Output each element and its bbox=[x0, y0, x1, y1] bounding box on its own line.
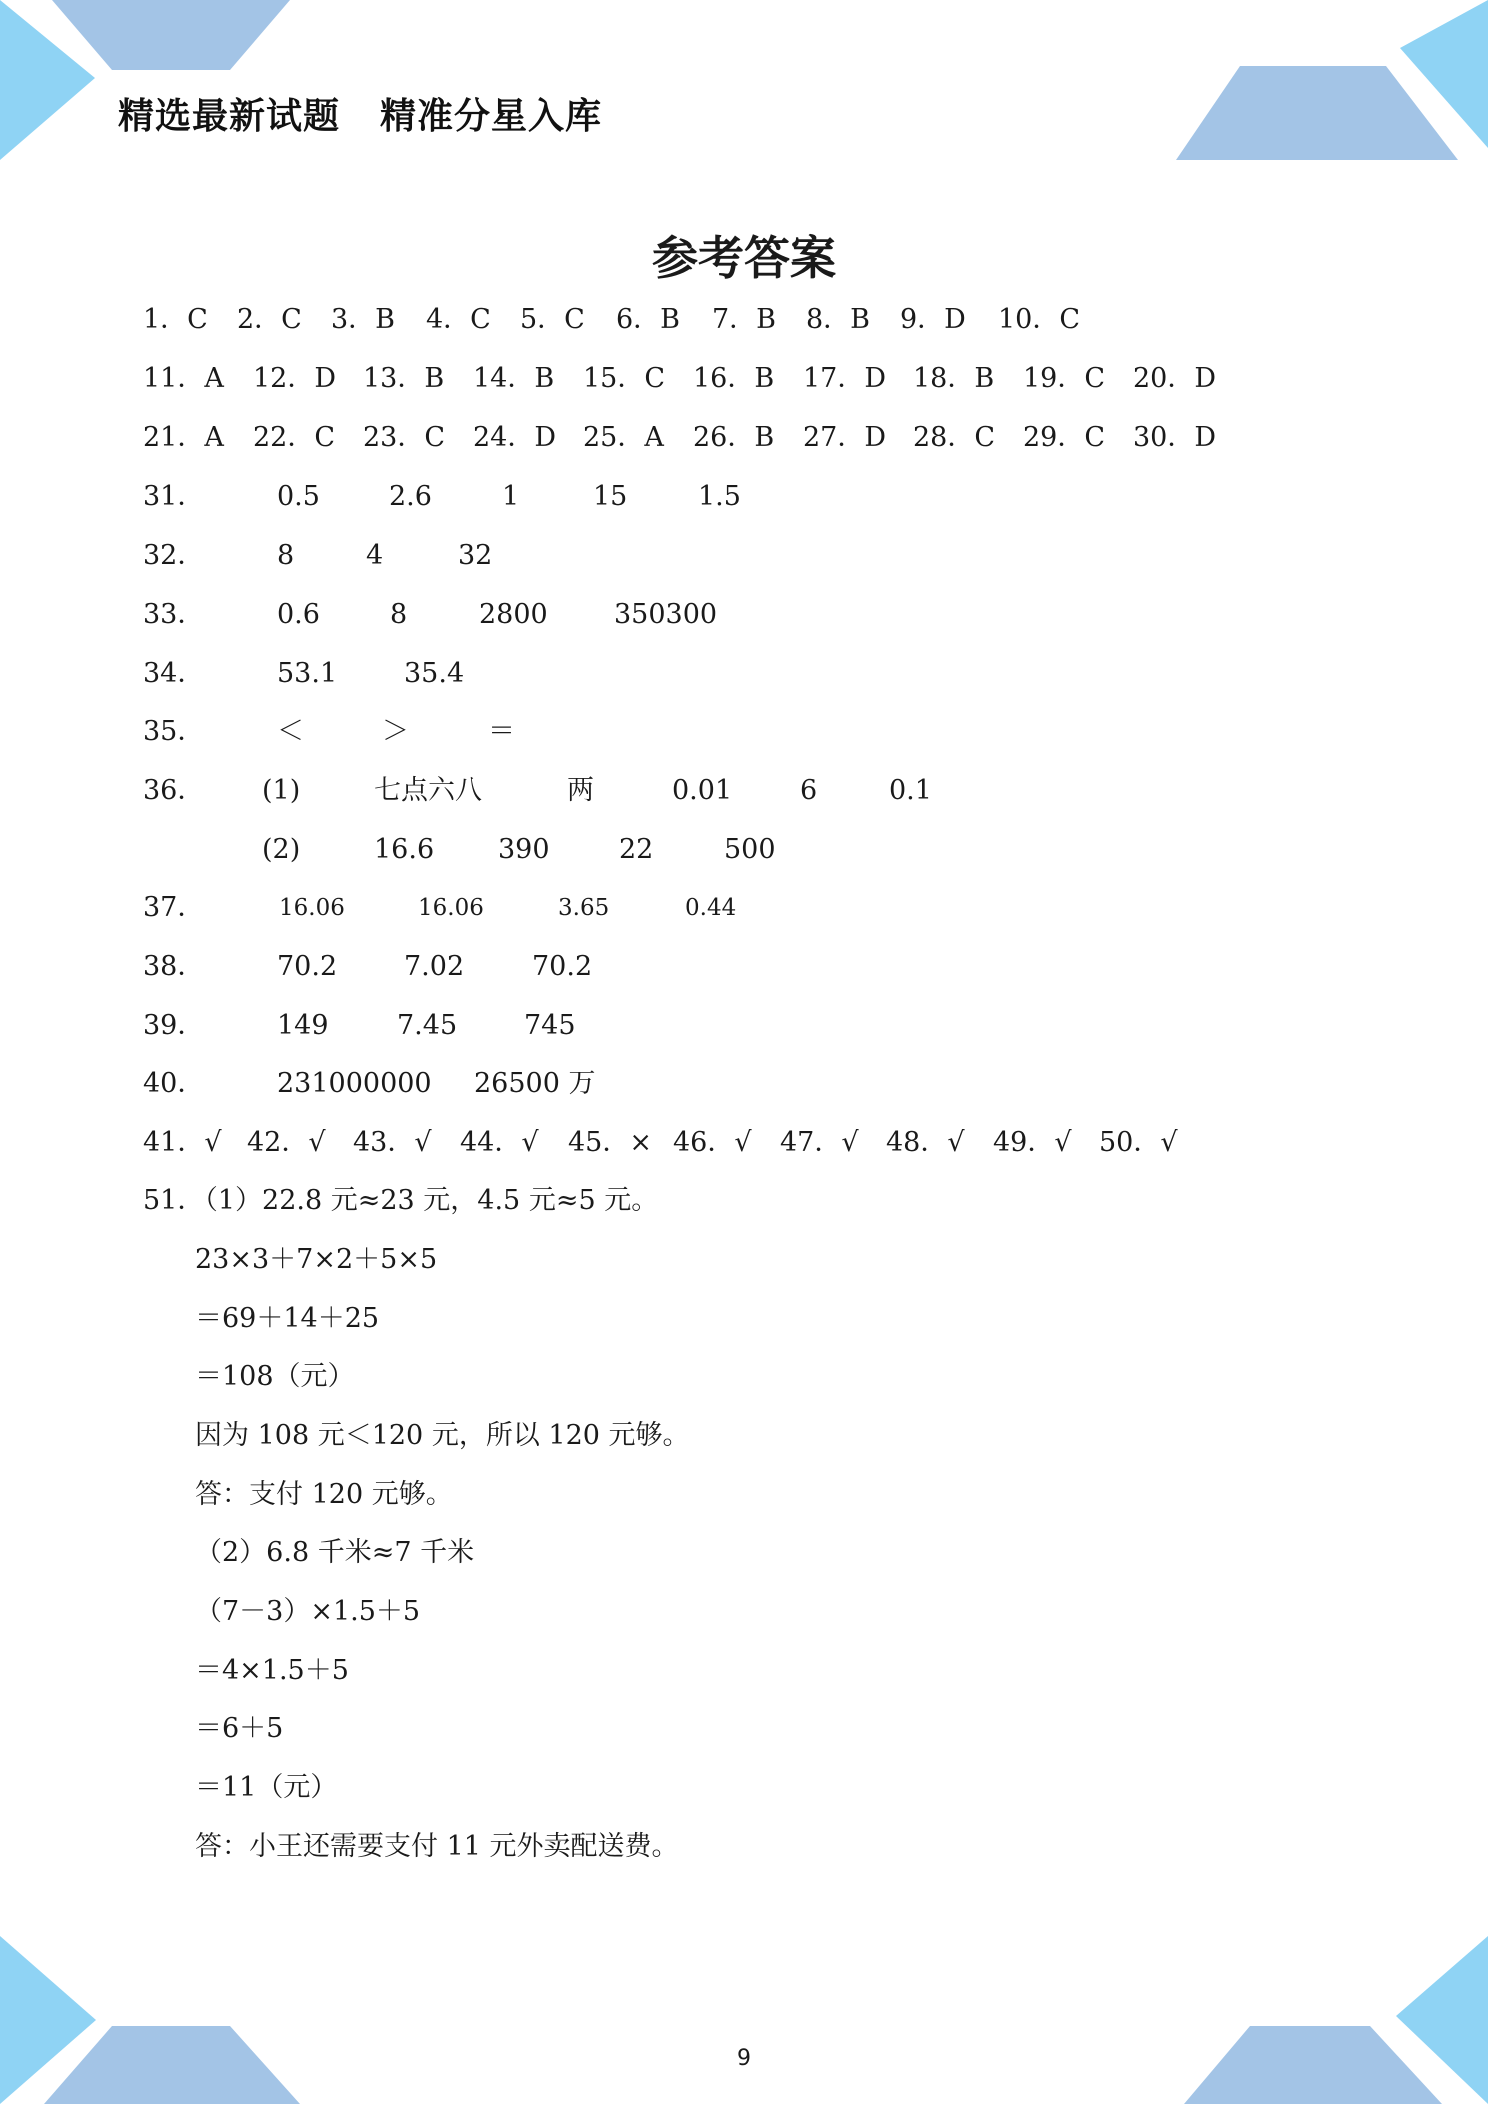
answer-value: 7.02 bbox=[404, 951, 465, 982]
answer-value: 1 bbox=[502, 481, 520, 512]
answer-value: 两 bbox=[567, 775, 594, 806]
answer-item: 1．C bbox=[143, 304, 208, 335]
header-left-text: 精选最新试题 bbox=[118, 96, 341, 137]
answer-item: 49．√ bbox=[993, 1127, 1072, 1158]
answer-item: 48．√ bbox=[886, 1127, 965, 1158]
question-number: 40． bbox=[143, 1068, 205, 1099]
answer-value: 350300 bbox=[614, 599, 718, 630]
answer-item: 26．B bbox=[693, 422, 775, 453]
answer-item: 4．C bbox=[426, 304, 491, 335]
answer-value: 0.6 bbox=[277, 599, 320, 630]
answer-value: 4 bbox=[366, 540, 384, 571]
answer-item: 15．C bbox=[583, 363, 666, 394]
answer-item: 21．A bbox=[143, 422, 224, 453]
answer-item: 13．B bbox=[363, 363, 445, 394]
answer-item: 7．B bbox=[712, 304, 777, 335]
answer-value: 2.6 bbox=[389, 481, 432, 512]
answer-value: 231000000 bbox=[277, 1068, 432, 1099]
answer-item: 20．D bbox=[1133, 363, 1217, 394]
answer-item: 14．B bbox=[473, 363, 555, 394]
answer-item: 16．B bbox=[693, 363, 775, 394]
answer-item: 2．C bbox=[237, 304, 302, 335]
solution-line: ＝4×1.5＋5 bbox=[195, 1655, 349, 1686]
page-number: 9 bbox=[737, 2046, 751, 2071]
answer-value: 16.6 bbox=[374, 834, 435, 865]
answer-value: ＞ bbox=[382, 716, 409, 747]
solution-line: ＝69＋14＋25 bbox=[195, 1303, 380, 1334]
page-header bbox=[118, 88, 602, 139]
sub-part-label: (1) bbox=[262, 775, 301, 806]
solution-line: 答：小王还需要支付 11 元外卖配送费。 bbox=[195, 1831, 679, 1862]
answer-value: 15 bbox=[593, 481, 628, 512]
solution-line: （2）6.8 千米≈7 千米 bbox=[195, 1537, 475, 1568]
question-number: 31． bbox=[143, 481, 205, 512]
top-right-trapezoid bbox=[1176, 66, 1458, 160]
answer-item: 19．C bbox=[1023, 363, 1106, 394]
question-number: 36． bbox=[143, 775, 205, 806]
answer-item: 12．D bbox=[253, 363, 337, 394]
answer-item: 27．D bbox=[803, 422, 887, 453]
question-number: 35． bbox=[143, 716, 205, 747]
answer-value: 8 bbox=[390, 599, 408, 630]
answer-item: 9．D bbox=[900, 304, 966, 335]
top-left-trapezoid bbox=[52, 0, 290, 70]
answer-value: 32 bbox=[458, 540, 493, 571]
answer-item: 24．D bbox=[473, 422, 557, 453]
answer-item: 50．√ bbox=[1099, 1127, 1178, 1158]
question-number: 37． bbox=[143, 892, 205, 923]
answer-value: 745 bbox=[524, 1010, 576, 1041]
answer-value: 53.1 bbox=[277, 658, 338, 689]
answer-item: 42．√ bbox=[247, 1127, 326, 1158]
answer-item: 11．A bbox=[143, 363, 224, 394]
question-number: 33． bbox=[143, 599, 205, 630]
solution-line: 23×3＋7×2＋5×5 bbox=[195, 1244, 438, 1275]
answer-value: ＝ bbox=[488, 716, 515, 747]
answer-item: 23．C bbox=[363, 422, 446, 453]
answer-item: 30．D bbox=[1133, 422, 1217, 453]
answer-value: 149 bbox=[277, 1010, 329, 1041]
answer-value: 7.45 bbox=[397, 1010, 458, 1041]
answer-item: 46．√ bbox=[673, 1127, 752, 1158]
answer-item: 25．A bbox=[583, 422, 664, 453]
answer-value: ＜ bbox=[277, 716, 304, 747]
answer-value: 35.4 bbox=[404, 658, 465, 689]
solution-line: ＝6＋5 bbox=[195, 1713, 284, 1744]
answer-item: 22．C bbox=[253, 422, 336, 453]
answer-value: 500 bbox=[724, 834, 776, 865]
answer-value: 390 bbox=[498, 834, 550, 865]
answer-value: 0.44 bbox=[685, 895, 737, 921]
answer-item: 41．√ bbox=[143, 1127, 222, 1158]
answer-value: 0.1 bbox=[889, 775, 932, 806]
answer-item: 44．√ bbox=[460, 1127, 539, 1158]
answer-item: 28．C bbox=[913, 422, 996, 453]
question-number: 39． bbox=[143, 1010, 205, 1041]
answer-item: 45．× bbox=[568, 1127, 652, 1158]
answer-item: 17．D bbox=[803, 363, 887, 394]
answer-value: 26500 万 bbox=[474, 1068, 596, 1099]
solution-line: （7－3）×1.5＋5 bbox=[195, 1596, 421, 1627]
answer-value: 16.06 bbox=[418, 895, 484, 921]
answer-item: 47．√ bbox=[780, 1127, 859, 1158]
question-number: 38． bbox=[143, 951, 205, 982]
answer-item: 18．B bbox=[913, 363, 995, 394]
header-right-text: 精准分星入库 bbox=[380, 96, 603, 137]
answer-value: 七点六八 bbox=[374, 775, 482, 806]
solution-line: 51．（1）22.8 元≈23 元，4.5 元≈5 元。 bbox=[143, 1185, 659, 1216]
answer-value: 6 bbox=[800, 775, 818, 806]
solution-line: ＝108（元） bbox=[195, 1361, 355, 1392]
solution-line: 因为 108 元＜120 元，所以 120 元够。 bbox=[195, 1420, 690, 1451]
solution-line: 答：支付 120 元够。 bbox=[195, 1479, 453, 1510]
answer-item: 10．C bbox=[998, 304, 1081, 335]
answer-item: 8．B bbox=[806, 304, 871, 335]
answer-value: 22 bbox=[619, 834, 654, 865]
answer-value: 0.5 bbox=[277, 481, 320, 512]
answer-item: 3．B bbox=[331, 304, 396, 335]
answer-item: 43．√ bbox=[353, 1127, 432, 1158]
answer-value: 1.5 bbox=[698, 481, 741, 512]
answer-value: 16.06 bbox=[279, 895, 345, 921]
question-number: 32． bbox=[143, 540, 205, 571]
answer-value: 70.2 bbox=[277, 951, 338, 982]
answer-item: 6．B bbox=[616, 304, 681, 335]
answer-value: 0.01 bbox=[672, 775, 733, 806]
answer-value: 2800 bbox=[479, 599, 548, 630]
answer-value: 8 bbox=[277, 540, 295, 571]
answer-item: 29．C bbox=[1023, 422, 1106, 453]
sub-part-label: (2) bbox=[262, 834, 301, 865]
question-number: 34． bbox=[143, 658, 205, 689]
solution-line: ＝11（元） bbox=[195, 1772, 338, 1803]
answer-item: 5．C bbox=[520, 304, 585, 335]
answer-value: 3.65 bbox=[558, 895, 610, 921]
page-title: 参考答案 bbox=[652, 231, 836, 285]
answer-value: 70.2 bbox=[532, 951, 593, 982]
